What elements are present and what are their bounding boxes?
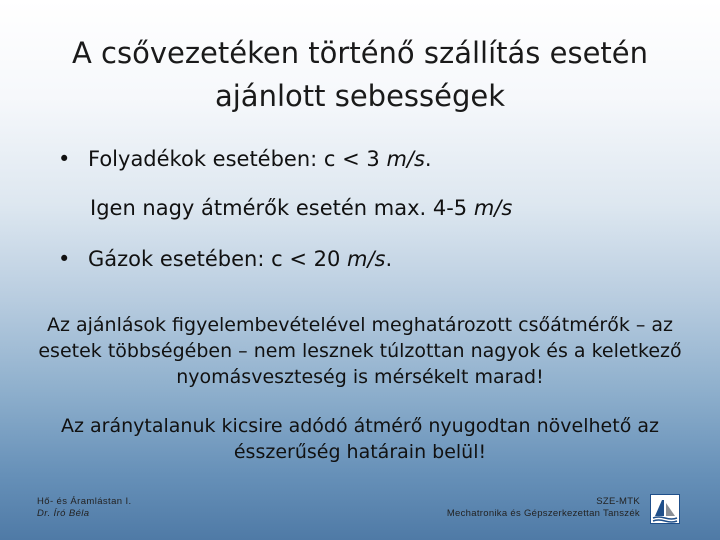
footer-institution — [447, 496, 640, 520]
bullet-unit: m/s — [386, 147, 425, 171]
footer-author: Dr. Író Béla — [37, 508, 90, 519]
bullet-text: Folyadékok esetében: c < 3 — [88, 147, 387, 171]
bullet-symbol: • — [58, 147, 71, 171]
paragraph-line: nyomásveszteség is mérsékelt marad! — [176, 366, 544, 388]
bullet-text: Gázok esetében: c < 20 — [88, 247, 347, 271]
paragraph-increase — [20, 413, 700, 465]
title-line-1: A csővezetéken történő szállítás esetén — [71, 36, 649, 70]
sub-line-text: Igen nagy átmérők esetén max. 4-5 — [90, 196, 474, 220]
bullet-gases — [58, 245, 392, 273]
footer-department: Mechatronika és Gépszerkezettan Tanszék — [446, 508, 640, 519]
bullet-unit: m/s — [346, 247, 386, 271]
title-line-2: ajánlott sebességek — [214, 79, 506, 113]
paragraph-line: Az aránytalanuk kicsire adódó átmérő nyugodtan növelhető az — [61, 415, 659, 437]
paragraph-line: esetek többségében – nem lesznek túlzottan nagyok és a keletkező — [38, 340, 682, 362]
footer-course-title: Hő- és Áramlástan I. — [37, 496, 132, 507]
large-diameter-note — [90, 194, 512, 222]
bullet-tail: . — [424, 147, 432, 171]
footer-course — [37, 496, 132, 520]
bullet-liquids — [58, 145, 432, 173]
footer-faculty: SZE-MTK — [596, 496, 640, 507]
bullet-symbol: • — [58, 247, 71, 271]
paragraph-line: Az ajánlások figyelembevételével meghatározott csőátmérők – az — [46, 314, 674, 336]
sub-line-unit: m/s — [473, 196, 513, 220]
paragraph-recommendation — [20, 312, 700, 390]
university-logo-icon — [650, 494, 680, 524]
bullet-tail: . — [385, 247, 393, 271]
paragraph-line: ésszerűség határain belül! — [233, 441, 487, 463]
slide-title — [40, 32, 680, 118]
